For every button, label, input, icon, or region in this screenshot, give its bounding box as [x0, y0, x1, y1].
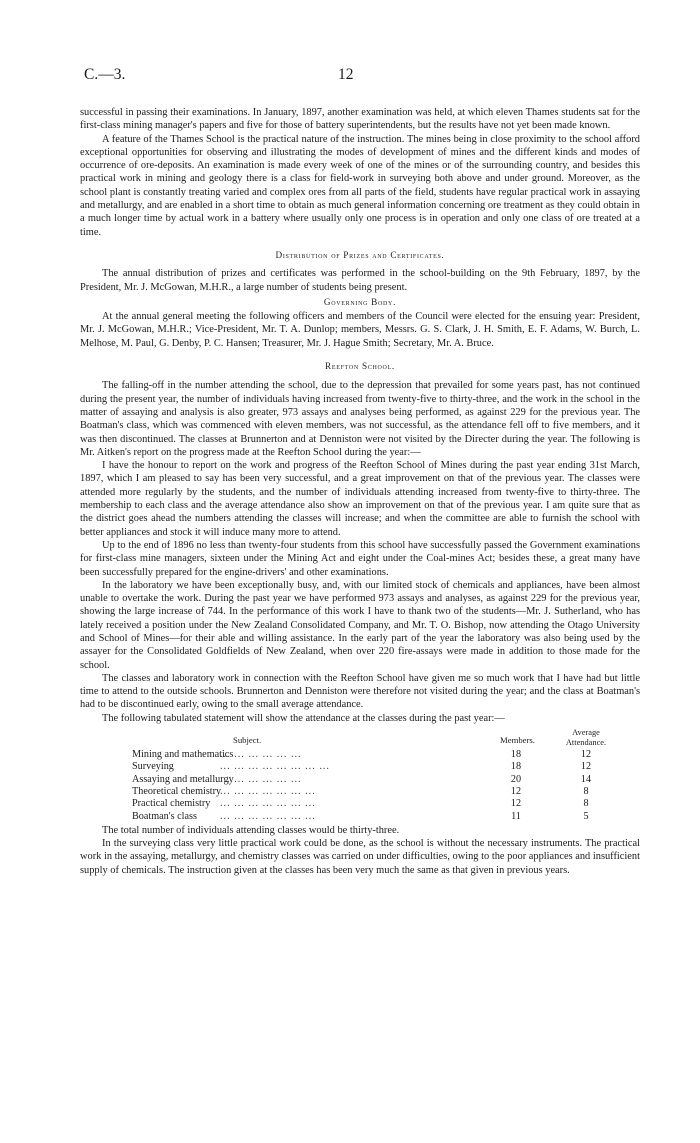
paragraph: The annual distribution of prizes and certificates was performed in the school-building on the 9th February, 1897, by the President, Mr. J. McGowan, M.H.R., a large number of students being present.	[80, 268, 640, 293]
column-header-average: Average Attendance.	[565, 728, 607, 747]
table-row	[80, 774, 640, 786]
table-header	[80, 728, 640, 749]
table-row	[80, 786, 640, 798]
paragraph: The total number of individuals attending classes would be thirty-three.	[102, 824, 400, 836]
paragraph: In the surveying class very little practical work could be done, as the school is without the necessary instruments. The practical work in the assaying, metallurgy, and chemistry classes was carried on under difficulties, owing to the poor appliances and insufficient supply of chemicals. The instruction given at the classes has been very much the same as that given in previous years.	[80, 838, 640, 876]
row-average: 8	[583, 785, 589, 797]
page-body	[80, 106, 640, 877]
table-row	[80, 798, 640, 810]
row-members: 12	[510, 785, 522, 797]
row-leader-dots: ... ... ... ... ... ... ...	[220, 798, 316, 810]
row-leader-dots: ... ... ... ... ... ...	[220, 773, 302, 785]
row-members: 20	[510, 773, 522, 785]
section-heading-distribution: Distribution of Prizes and Certificates.	[275, 249, 445, 260]
row-members: 18	[510, 749, 522, 761]
page-header	[84, 66, 640, 88]
row-average: 12	[580, 761, 592, 773]
row-members: 11	[511, 810, 521, 822]
row-average: 12	[580, 749, 592, 761]
document-reference: C.—3.	[84, 66, 126, 83]
paragraph: I have the honour to report on the work and progress of the Reefton School of Mines during the past year ending 31st March, 1897, which I am pleased to say has been very successful, and a great improvement on that of the previous year. The classes were attended more regularly by the students, and the number of individuals attending increased from twenty-five to thirty-three. The membership to each class and the average attendance also show an improvement on that of the previous year. I am quite sure that as the district goes ahead the numbers attending the classes will increase; and when the committee are able to furnish the school with better appliances and stock it will induce many more to attend.	[80, 460, 640, 538]
row-leader-dots: ... ... ... ... ... ... ...	[220, 810, 316, 822]
paragraph: The falling-off in the number attending the school, due to the depression that prevailed for some years past, has not continued during the present year, the number of individuals having increased from twenty-five to thirty-three, and the work in the school in the matter of assaying and analysis is also greater, 973 assays and analyses being performed, as against 229 for the previous year. The Boatman's class, which was commenced with eleven members, was not successful, as the attendance fell off to five members, and it was then discontinued. The classes at Brunnerton and at Denniston were not visited by the Directer during the year. The following is Mr. Aitken's report on the progress made at the Reefton School during the year:—	[80, 380, 640, 458]
row-members: 18	[510, 761, 522, 773]
row-subject: Practical chemistry	[132, 798, 211, 810]
row-average: 5	[583, 810, 589, 822]
paragraph: In the laboratory we have been exceptionally busy, and, with our limited stock of chemicals and appliances, have been almost unable to overtake the work. During the past year we have performed 973 assays and analyses, as against 229 for the previous year, showing the large increase of 744. In the performance of this work I have to thank two of the students—Mr. J. Sutherland, who has lately received a position under the New Zealand Consolidated Company, and Mr. T. O. Bishop, now attending the Otago University and School of Mines—for their able and willing assistance. In the early part of the year the laboratory was also being used by the assayer for the Consolidated Goldfields of New Zealand, when over 220 fire-assays were made in addition to those made for the school.	[80, 579, 640, 671]
row-subject: Mining and mathematics	[132, 749, 234, 761]
paragraph: A feature of the Thames School is the practical nature of the instruction. The mines being in close proximity to the school afford exceptional opportunities for observing and illustrating the modes of development of mines and the different kinds and modes of occurrence of ore-deposits. An examination is made every week of one of the mines or of the surrounding country, and besides this practical work in mining and geology there is a class for field-work in surveying both above and under ground. Moreover, as the school plant is constantly treating varied and complex ores from all parts of the field, students have regular practical work in assaying and metallurgy, and are enabled in a short time to obtain as much general information concerning ore treatment as they could obtain in a much longer time by actual work in a battery where usually only one process is in operation and only one class of ore treated at a time.	[80, 133, 640, 238]
page-number: 12	[338, 66, 354, 83]
row-leader-dots: ... ... ... ... ... ...	[220, 749, 302, 761]
paragraph: At the annual general meeting the following officers and members of the Council were elected for the ensuing year: President, Mr. J. McGowan, M.H.R.; Vice-President, Mr. T. A. Dunlop; members, Messrs. G. S. Clark, J. H. Smith, E. F. Adams, W. Burch, L. Melhose, M. Paul, G. Denby, P. C. Hansen; Treasurer, Mr. J. Hague Smith; Secretary, Mr. A. Bruce.	[80, 311, 640, 349]
row-leader-dots: ... ... ... ... ... ... ... ...	[220, 761, 330, 773]
row-subject: Assaying and metallurgy	[132, 773, 234, 785]
column-header-subject: Subject.	[233, 735, 262, 746]
attendance-table	[80, 728, 640, 823]
paragraph: Up to the end of 1896 no less than twenty-four students from this school have successfully passed the Government examinations for first-class mine managers, sixteen under the Mining Act and eight under the Coal-mines Act; besides these, a great many have been successfully prepared for the engine-drivers' and other examinations.	[80, 539, 640, 578]
paragraph: successful in passing their examinations. In January, 1897, another examination was held, at which eleven Thames students sat for the first-class mining manager's papers and five for those of battery superintendents, but the results have not yet been made known.	[80, 107, 640, 132]
paragraph: The classes and laboratory work in connection with the Reefton School have given me so much work that I have had but little time to attend to the outside schools. Brunnerton and Denniston were therefore not visited during the year; and the class at Boatman's had to be discontinued early, owing to the small average attendance.	[80, 672, 640, 711]
row-members: 12	[510, 798, 522, 810]
table-row	[80, 811, 640, 823]
section-heading-governing-body: Governing Body.	[323, 296, 397, 307]
row-subject: Boatman's class	[132, 810, 197, 822]
table-row	[80, 761, 640, 773]
table-row	[80, 749, 640, 761]
row-average: 8	[583, 798, 589, 810]
section-heading-reefton-school: Reefton School.	[325, 361, 395, 372]
row-leader-dots: ... ... ... ... ... ... ...	[220, 785, 316, 797]
row-average: 14	[580, 773, 592, 785]
paragraph: The following tabulated statement will show the attendance at the classes during the past year:—	[102, 712, 505, 724]
row-subject: Theoretical chemistry	[132, 785, 222, 797]
column-header-members: Members.	[500, 735, 535, 746]
row-subject: Surveying	[132, 761, 174, 773]
